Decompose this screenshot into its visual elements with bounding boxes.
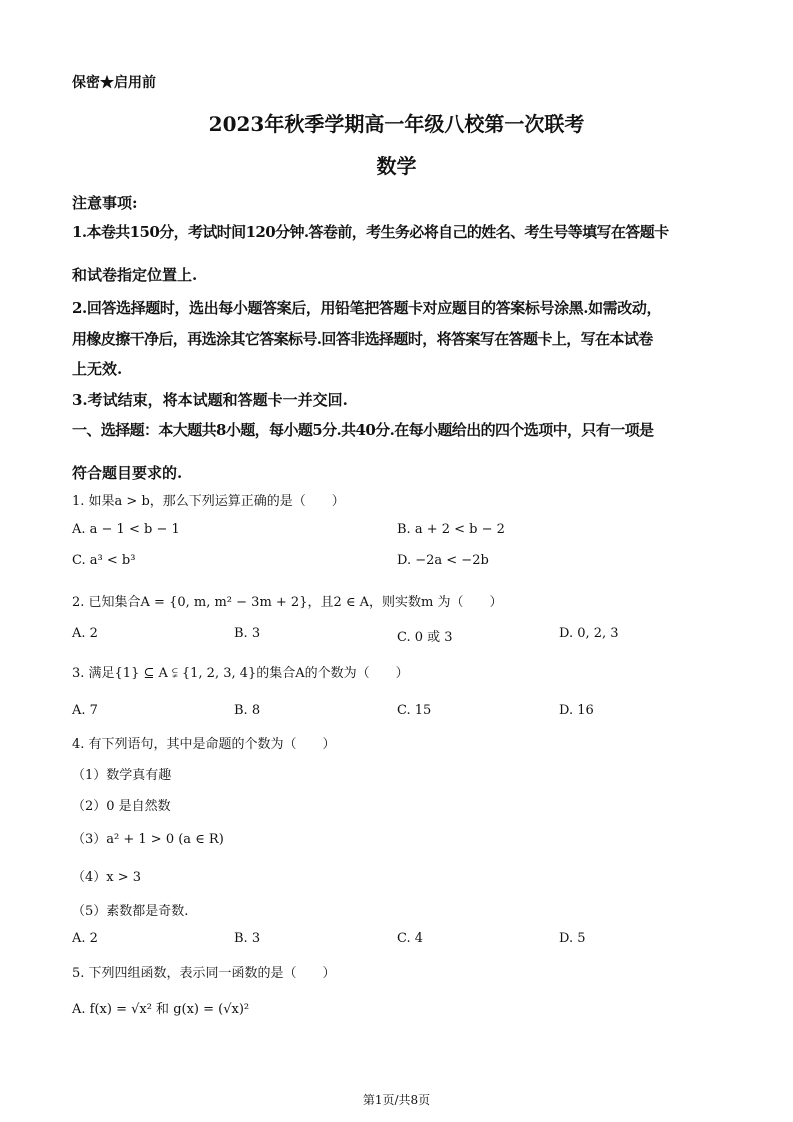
question-1-option-c: C. a³ < b³ xyxy=(72,553,136,568)
note-1-line-1: 1.本卷共150分，考试时间120分钟.答卷前，考生务必将自己的姓名、考生号等填写在答题卡 xyxy=(72,223,669,241)
question-4-statement-5: （5）素数都是奇数. xyxy=(72,904,189,919)
question-4-option-d: D. 5 xyxy=(559,931,586,946)
question-2-option-a: A. 2 xyxy=(72,626,98,641)
section-heading-line-1: 一、选择题：本大题共8小题，每小题5分.共40分.在每小题给出的四个选项中，只有一项是 xyxy=(72,421,654,439)
question-4-statement-1: （1）数学真有趣 xyxy=(72,768,172,783)
section-heading-line-2: 符合题目要求的. xyxy=(72,464,183,482)
question-2-option-d: D. 0, 2, 3 xyxy=(559,626,619,641)
question-1-option-a: A. a − 1 < b − 1 xyxy=(72,522,180,537)
page-number: 第1页/共8页 xyxy=(362,1093,431,1107)
question-3-stem: 3. 满足{1} ⊆ A ⫋ {1, 2, 3, 4}的集合A的个数为（ ） xyxy=(72,666,409,681)
question-3-option-a: A. 7 xyxy=(72,703,98,718)
note-2-line-3: 上无效. xyxy=(72,360,123,378)
question-2-option-b: B. 3 xyxy=(234,626,261,641)
question-1-stem: 1. 如果a > b，那么下列运算正确的是（ ） xyxy=(72,494,345,509)
question-4-option-a: A. 2 xyxy=(72,931,98,946)
question-1-option-d: D. −2a < −2b xyxy=(397,553,489,568)
question-4-stem: 4. 有下列语句，其中是命题的个数为（ ） xyxy=(72,737,336,752)
question-2-stem: 2. 已知集合A = {0, m, m² − 3m + 2}，且2 ∈ A，则实数m 为（ ） xyxy=(72,595,503,610)
question-5-option-a: A. f(x) = √x² 和 g(x) = (√x)² xyxy=(72,1002,250,1017)
question-4-option-c: C. 4 xyxy=(397,931,424,946)
subject-title: 数学 xyxy=(376,154,417,178)
note-3: 3.考试结束，将本试题和答题卡一并交回. xyxy=(72,391,348,409)
question-4-statement-4: （4）x > 3 xyxy=(72,870,142,885)
confidential-label: 保密★启用前 xyxy=(72,75,156,91)
question-3-option-c: C. 15 xyxy=(397,703,432,718)
note-2-line-2: 用橡皮擦干净后，再选涂其它答案标号.回答非选择题时，将答案写在答题卡上，写在本试卷 xyxy=(72,330,653,348)
exam-title: 2023年秋季学期高一年级八校第一次联考 xyxy=(208,112,585,136)
question-5-stem: 5. 下列四组函数，表示同一函数的是（ ） xyxy=(72,966,336,981)
question-4-option-b: B. 3 xyxy=(234,931,261,946)
question-2-option-c: C. 0 或 3 xyxy=(397,630,453,645)
question-1-option-b: B. a + 2 < b − 2 xyxy=(397,522,505,537)
question-3-option-d: D. 16 xyxy=(559,703,594,718)
note-2-line-1: 2.回答选择题时，选出每小题答案后，用铅笔把答题卡对应题目的答案标号涂黑.如需改动， xyxy=(72,299,662,317)
question-4-statement-3: （3）a² + 1 > 0 (a ∈ R) xyxy=(72,832,224,847)
question-4-statement-2: （2）0 是自然数 xyxy=(72,799,171,814)
notes-heading: 注意事项: xyxy=(72,194,138,212)
note-1-line-2: 和试卷指定位置上. xyxy=(72,266,198,284)
question-3-option-b: B. 8 xyxy=(234,703,261,718)
